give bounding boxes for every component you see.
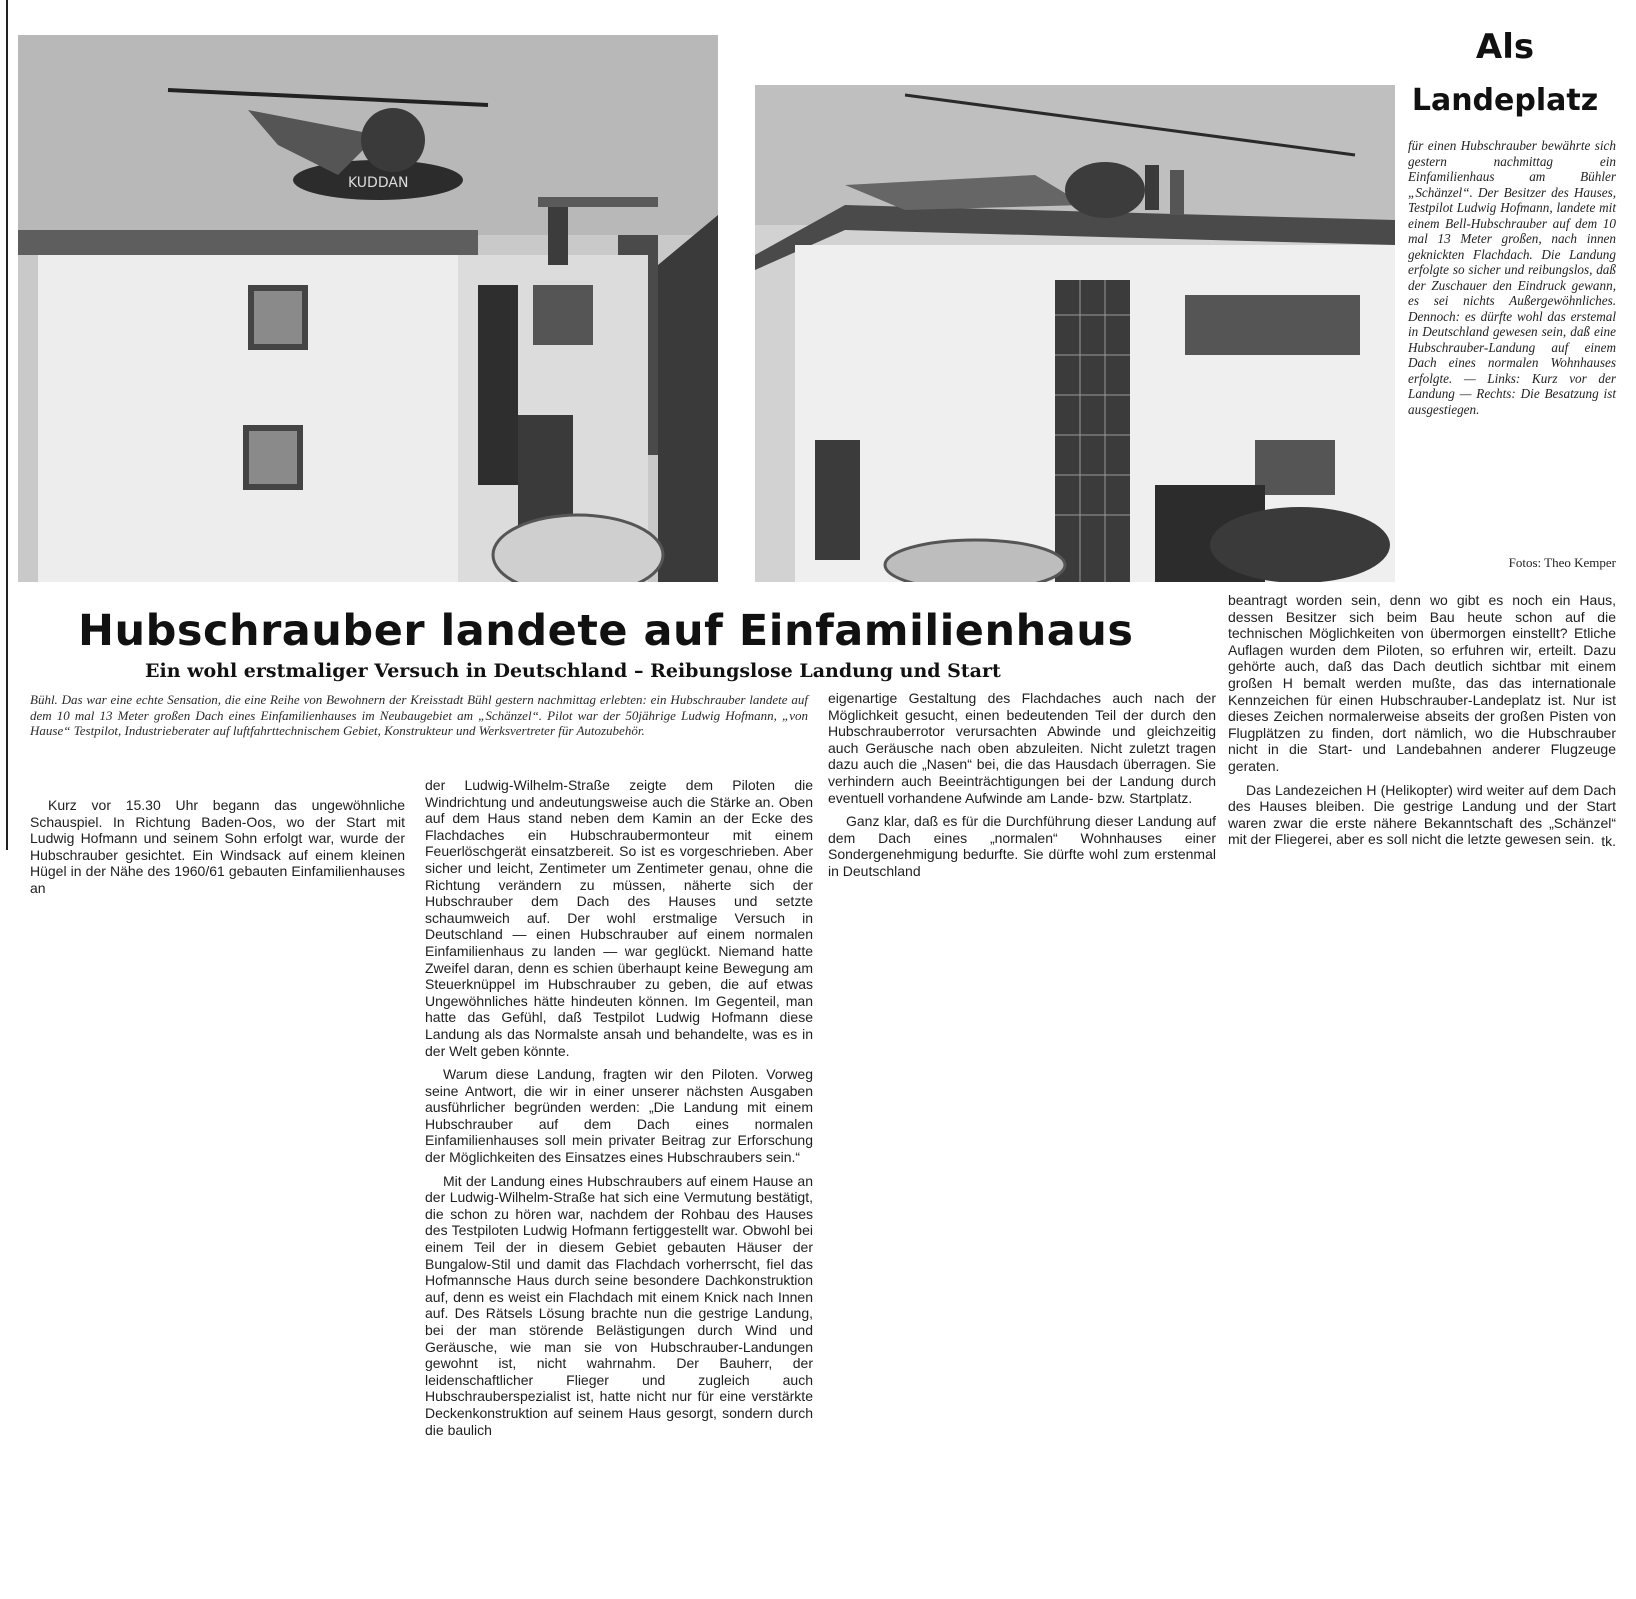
lead-paragraph: Bühl. Das war eine echte Sensation, die eine Reihe von Bewohnern der Kreisstadt Bühl gestern nachmittag erlebten: ein Hubschrauber landete auf dem 10 mal 13 Meter großen Dach eines Einfamilienhauses im Neubaugebiet am „Schänzel“. Pilot war der 50jährige Ludwig Hofmann, „von Hause“ Testpilot, Industrieberater auf luftfahrttechnischem Gebiet, Konstrukteur und Werksvertreter für Autozubehör. <box>30 692 808 738</box>
column-4-paragraph-2: Das Landezeichen H (Helikopter) wird weiter auf dem Dach des Hauses bleiben. Die gestrige Landung und der Start waren zwar die erste nähere Bekanntschaft des „Schänzel“ mit der Fliegerei, aber es soll nicht die letzte gewesen sein. <box>1228 781 1616 848</box>
subheadline: Ein wohl erstmaliger Versuch in Deutschland – Reibungslose Landung und Start <box>145 660 1001 682</box>
column-rule <box>6 0 8 850</box>
column-3-paragraph-1: eigenartige Gestaltung des Flachdaches auch nach der Möglichkeit gesucht, einen bedeutenden Teil der durch den Hubschrauberrotor verursachten Abwinde und gleichzeitig auch Geräusche nach oben abzuleiten. Nicht zuletzt tragen dazu auch die „Nasen“ bei, die das Hausdach überragen. Sie verhindern auch Beeinträchtigungen bei der Landung durch eventuell vorhandene Aufwinde am Lande- bzw. Startplatz. <box>828 690 1216 806</box>
column-3-paragraph-2: Ganz klar, daß es für die Durchführung dieser Landung auf dem Dach eines „normalen“ Wohnhauses einer Sondergenehmigung bedurfte. Sie dürfte wohl zum erstenmal in Deutschland <box>828 813 1216 879</box>
photo-right-graphic <box>755 85 1395 582</box>
author-signature: tk. <box>1601 832 1616 849</box>
column-2-paragraph-1: der Ludwig-Wilhelm-Straße zeigte dem Piloten die Windrichtung und andeutungsweise auch die Stärke an. Oben auf dem Haus stand neben dem Kamin an der Ecke des Flachdaches ein Hubschraubermonteur mit einem Feuerlöschgerät einsatzbereit. So ist es vorgeschrieben. Aber sicher und leicht, Zentimeter um Zentimeter genau, ohne die Richtung verändern zu müssen, näherte sich der Hubschrauber dem Dach des Hauses und setzte schaumweich auf. Der wohl erstmalige Versuch in Deutschland — einen Hubschrauber auf einem normalen Einfamilienhaus zu landen — war geglückt. Niemand hatte Zweifel daran, denn es schien überhaupt keine Bewegung am Steuerknüppel im Hubschrauber zu geben, die auf etwas Ungewöhnliches hätte hindeuten können. Im Gegenteil, man hatte das Gefühl, daß Testpilot Ludwig Hofmann diese Landung als das Normalste ansah und behandelte, was es in der Welt geben könnte. <box>425 777 813 1059</box>
helicopter-lettering: KUDDAN <box>348 175 409 191</box>
kicker-line-2: Landeplatz <box>1411 83 1599 118</box>
article-column-1 <box>30 797 405 904</box>
article-column-4 <box>1228 592 1616 850</box>
photo-left-graphic <box>18 35 718 582</box>
kicker-line-1: Als <box>1475 27 1535 67</box>
article-column-3 <box>828 690 1216 887</box>
column-2-paragraph-3: Mit der Landung eines Hubschraubers auf einem Hause an der Ludwig-Wilhelm-Straße hat sich eine Vermutung bestätigt, die schon zu hören war, nachdem der Rohbau des Hauses des Testpiloten Ludwig Hofmann fertiggestellt war. Obwohl bei einem Teil der in diesem Gebiet gebauten Häuser der Bungalow-Stil und damit das Flachdach vorherrscht, fiel das Hofmannsche Haus durch seine besondere Dachkonstruktion auf, denn es weist ein Flachdach mit einem Knick nach Innen auf. Des Rätsels Lösung brachte nun die gestrige Landung, bei der man störende Belästigungen durch Wind und Geräusche, wie man sie von Hubschrauber-Landungen gewohnt ist, nicht wahrnahm. Der Bauherr, der leidenschaftlicher Flieger und zugleich auch Hubschrauberspezialist ist, hatte nicht nur für eine verstärkte Deckenkonstruktion auf seinem Haus gesorgt, sondern durch die baulich <box>425 1172 813 1438</box>
photo-caption: für einen Hubschrauber bewährte sich gestern nachmittag ein Einfamilienhaus am Bühler „Schänzel“. Der Besitzer des Hauses, Testpilot Ludwig Hofmann, landete mit einem Bell-Hubschrauber auf dem 10 mal 13 Meter großen, nach innen geknickten Flachdach. Die Landung erfolgte so sicher und reibungslos, daß der Zuschauer den Eindruck gewann, es sei nichts Außergewöhnliches. Dennoch: es dürfte wohl das erstemal in Deutschland gewesen sein, daß eine Hubschrauber-Landung auf einem Dach eines normalen Wohnhauses erfolgte. — Links: Kurz vor der Landung — Rechts: Die Besatzung ist ausgestiegen. <box>1408 138 1616 417</box>
article-column-2 <box>425 777 813 1445</box>
photo-right-helicopter-on-roof <box>755 85 1395 582</box>
column-4-paragraph-1: beantragt worden sein, denn wo gibt es noch ein Haus, dessen Besitzer sich beim Bau heute schon auf die technischen Möglichkeiten von übermorgen einstellt? Etliche Auflagen wurden dem Piloten, so erfuhren wir, erteilt. Dazu gehörte auch, daß das Dach deutlich sichtbar mit einem großen H bemalt werden mußte, das das internationale Kennzeichen für einen Hubschrauber-Landeplatz ist. Nur ist dieses Zeichen normalerweise abseits der großen Pisten von Flugplätzen zu finden, dort nämlich, wo die Hubschrauber nicht in die Start- und Landebahnen anderer Flugzeuge geraten. <box>1228 592 1616 774</box>
headline: Hubschrauber landete auf Einfamilienhaus <box>78 606 1134 656</box>
column-2-paragraph-2: Warum diese Landung, fragten wir den Piloten. Vorweg seine Antwort, die wir in einer unserer nächsten Ausgaben ausführlicher begründen werden: „Die Landung mit einem Hubschrauber auf dem Dach eines normalen Einfamilienhauses soll mein privater Beitrag zur Erforschung der Möglichkeiten des Einsatzes eines Hubschraubers sein.“ <box>425 1066 813 1166</box>
photo-left-helicopter-landing <box>18 35 718 582</box>
column-1-paragraph: Kurz vor 15.30 Uhr begann das ungewöhnliche Schauspiel. In Richtung Baden-Oos, wo der Start mit Ludwig Hofmann und seinem Sohn erfolgt war, wurde der Hubschrauber gesichtet. Ein Windsack auf einem kleinen Hügel in der Nähe des 1960/61 gebauten Einfamilienhauses an <box>30 797 405 896</box>
photo-credit: Fotos: Theo Kemper <box>1508 555 1616 570</box>
